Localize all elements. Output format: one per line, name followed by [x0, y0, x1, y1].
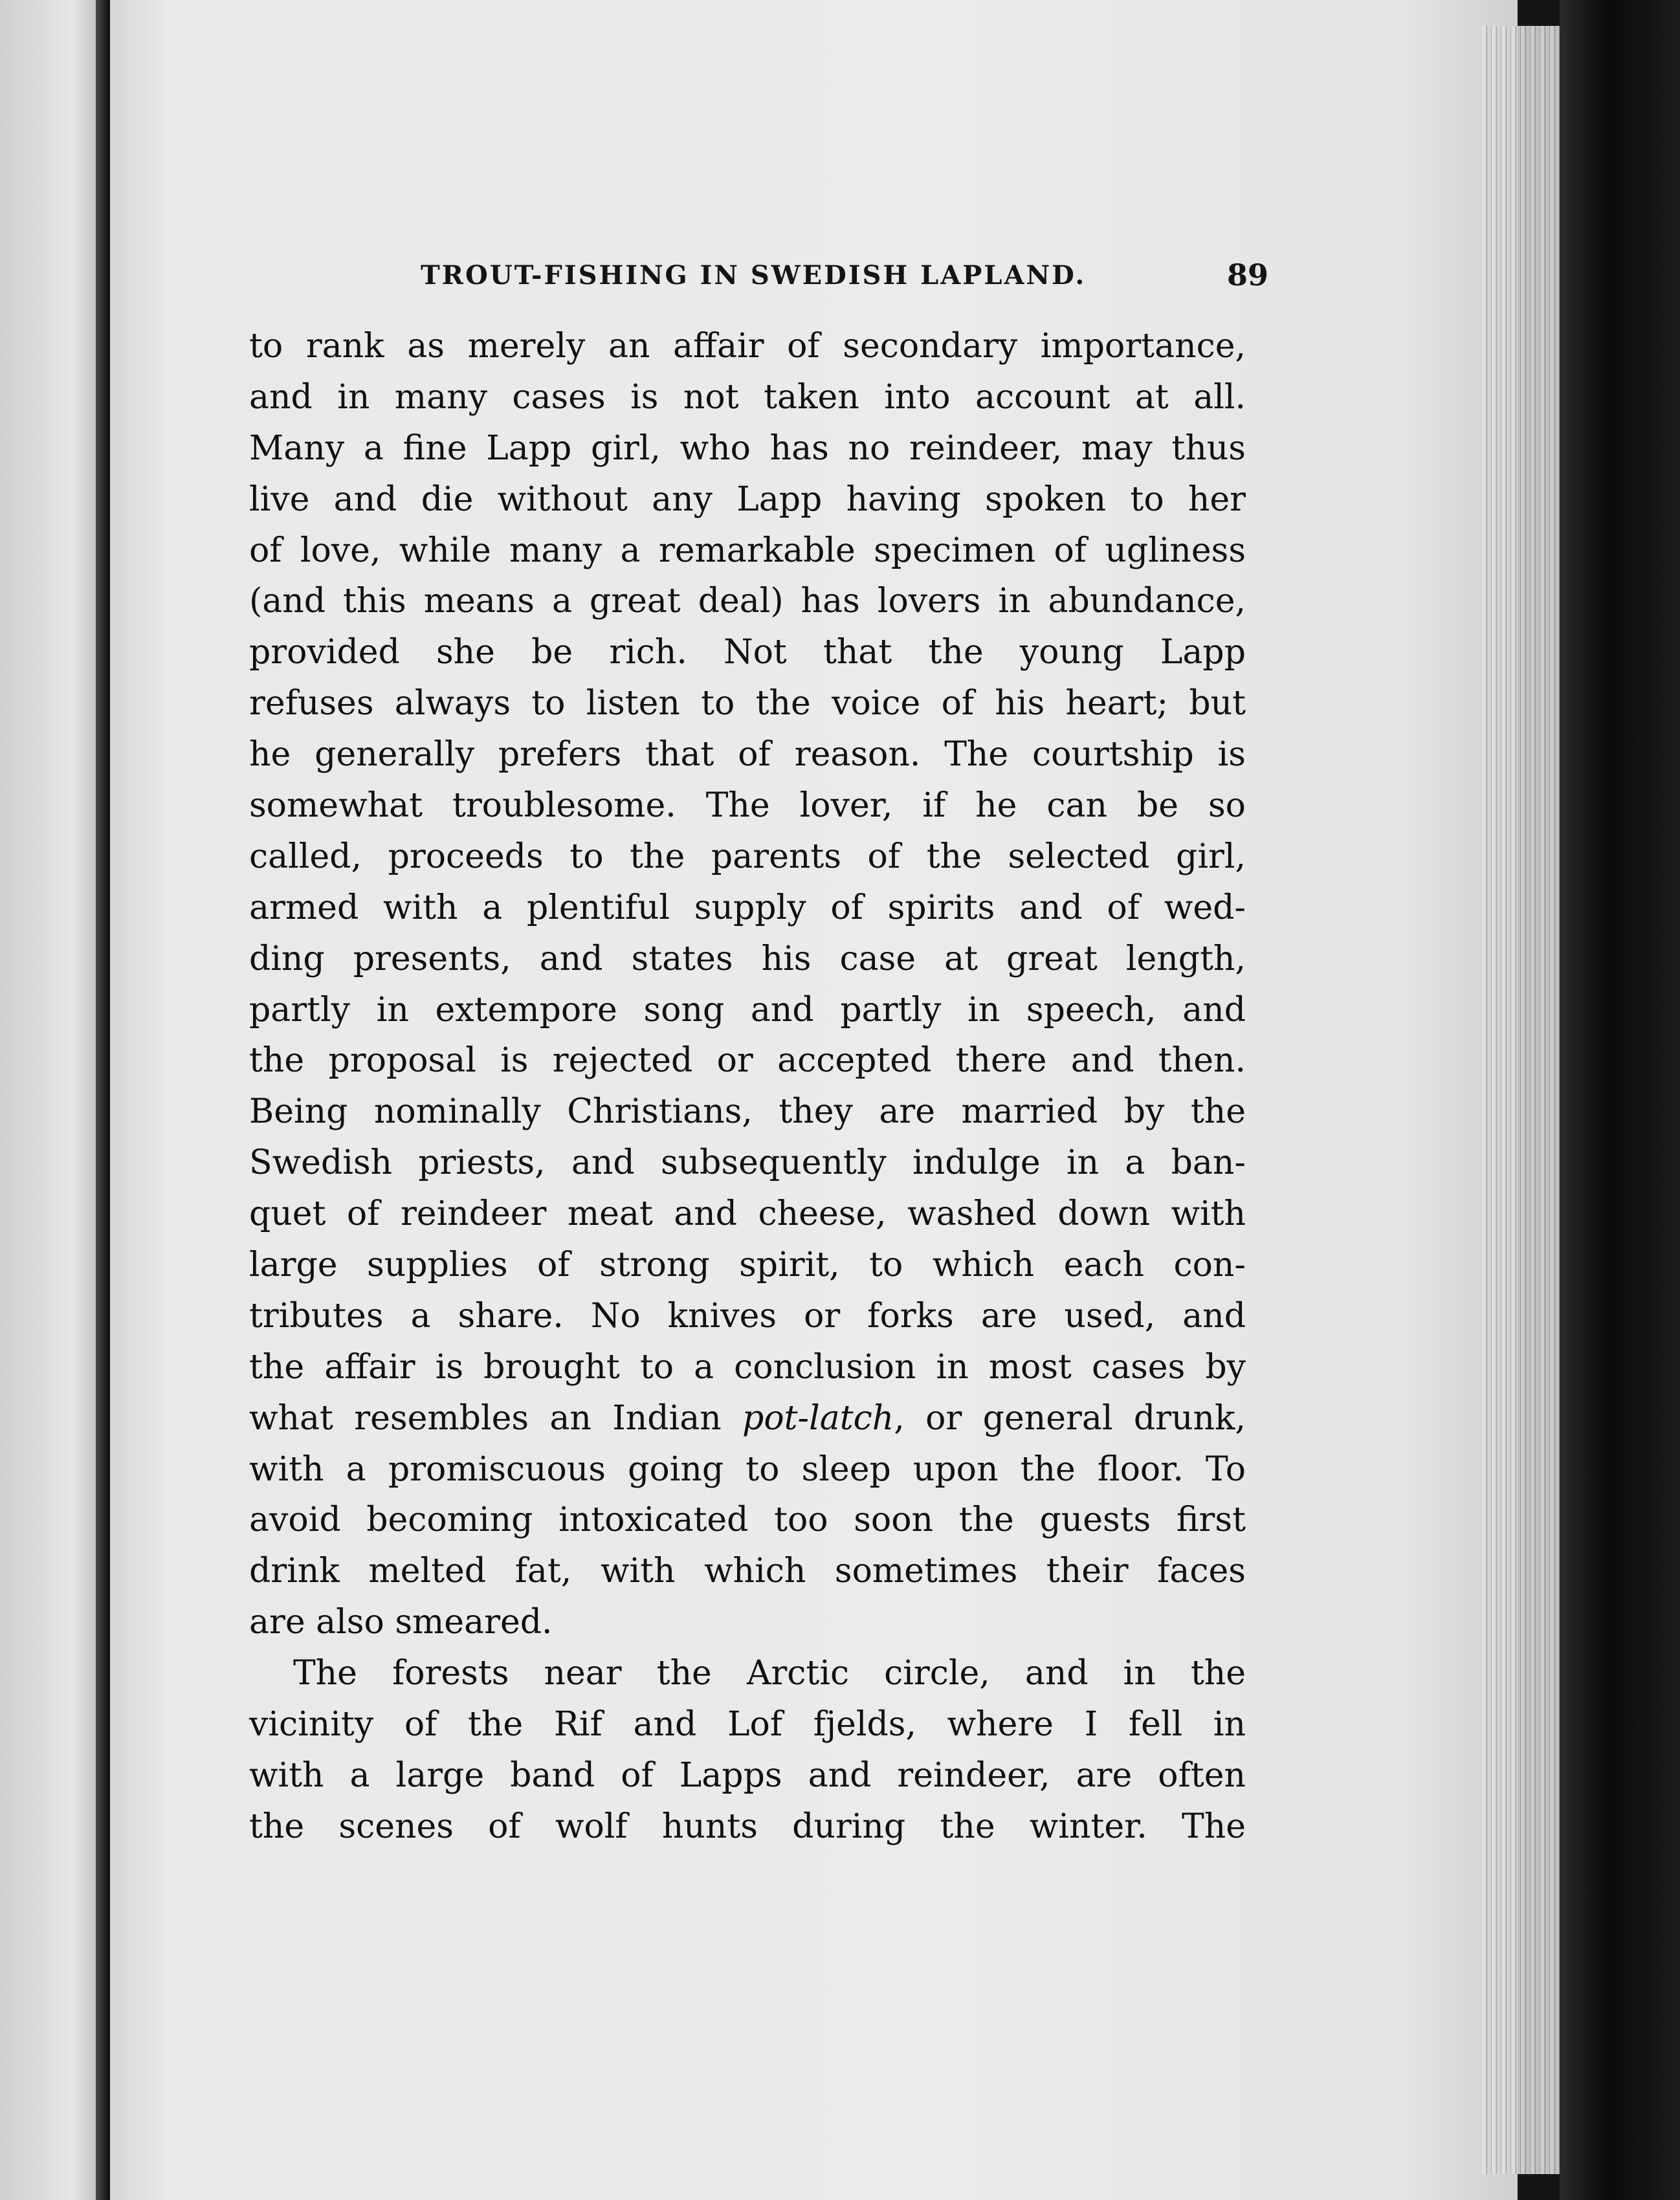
text-line: partly in extempore song and partly in speech, and [249, 990, 1246, 1029]
text-line: called, proceeds to the parents of the selected girl, [249, 837, 1246, 876]
text-line: the affair is brought to a conclusion in most cases by [249, 1347, 1246, 1387]
text-line: of love, while many a remarkable specimen of ugliness [249, 531, 1246, 570]
body-text [249, 321, 1246, 1853]
running-head-title: TROUT-FISHING IN SWEDISH LAPLAND. [421, 260, 1087, 291]
text-line: are also smeared. [249, 1603, 553, 1642]
text-line: vicinity of the Rif and Lof fjelds, where I fell in [249, 1705, 1246, 1744]
text-line: he generally prefers that of reason. The courtship is [249, 735, 1246, 775]
book-cover-edge [1560, 0, 1680, 2200]
text-line: Being nominally Christians, they are married by the [249, 1092, 1246, 1132]
text-line: tributes a share. No knives or forks are used, and [249, 1296, 1246, 1336]
italic-term: pot-latch [742, 1398, 894, 1438]
text-line: live and die without any Lapp having spoken to her [249, 479, 1246, 519]
text-segment: what resembles an Indian [249, 1398, 743, 1438]
text-line: avoid becoming intoxicated too soon the guests first [249, 1501, 1246, 1540]
text-line: with a large band of Lapps and reindeer, are often [249, 1755, 1246, 1795]
gutter-shadow [96, 0, 110, 2200]
text-line: drink melted fat, with which sometimes their faces [249, 1552, 1246, 1591]
text-line: The forests near the Arctic circle, and in the [293, 1654, 1246, 1693]
text-line: refuses always to listen to the voice of his heart; but [249, 684, 1246, 723]
running-head [252, 258, 1268, 296]
text-line: the scenes of wolf hunts during the winter. The [249, 1807, 1246, 1846]
text-line: Many a fine Lapp girl, who has no reindeer, may thus [249, 428, 1246, 468]
text-line: provided she be rich. Not that the young Lapp [249, 633, 1246, 672]
text-line-potlatch [249, 1393, 1246, 1444]
text-line: somewhat troublesome. The lover, if he can be so [249, 786, 1246, 826]
text-line: with a promiscuous going to sleep upon the floor. To [249, 1449, 1246, 1489]
text-line: to rank as merely an affair of secondary importance, [249, 327, 1246, 366]
text-segment: , or general drunk, [894, 1398, 1246, 1438]
text-line: large supplies of strong spirit, to which each con- [249, 1246, 1246, 1285]
text-line: (and this means a great deal) has lovers in abundance, [249, 582, 1246, 621]
text-line: ding presents, and states his case at great length, [249, 939, 1246, 978]
page-number: 89 [1226, 258, 1268, 292]
facing-page-edge [0, 0, 102, 2200]
text-line: the proposal is rejected or accepted there and then. [249, 1041, 1246, 1081]
text-line: and in many cases is not taken into account at all. [249, 377, 1246, 417]
page-stack-edges [1482, 26, 1560, 2174]
text-line: armed with a plentiful supply of spirits and of wed- [249, 888, 1246, 927]
text-line: Swedish priests, and subsequently indulge in a ban- [249, 1143, 1246, 1183]
text-line: quet of reindeer meat and cheese, washed down with [249, 1194, 1246, 1234]
